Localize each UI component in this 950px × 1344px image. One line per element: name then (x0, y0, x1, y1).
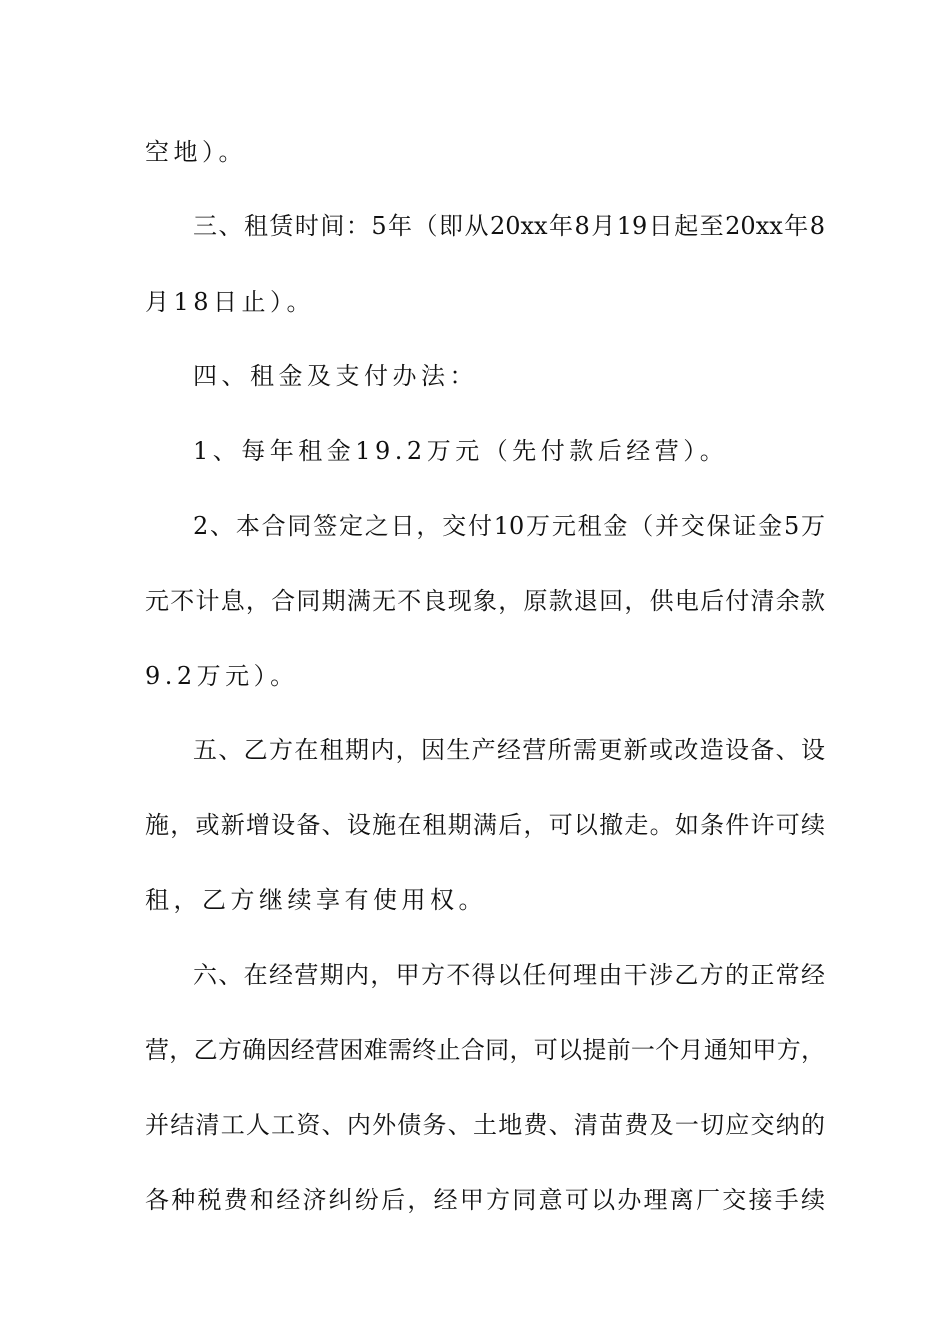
text-line: 营，乙方确因经营困难需终止合同，可以提前一个月通知甲方， (145, 1036, 825, 1064)
clause-4-item-2: 2、本合同签定之日，交付10万元租金（并交保证金5万 (193, 512, 825, 540)
text-line: 各种税费和经济纠纷后，经甲方同意可以办理离厂交接手续 (145, 1186, 825, 1214)
text-line: 空地）。 (145, 138, 247, 166)
clause-5-heading: 五、乙方在租期内，因生产经营所需更新或改造设备、设 (193, 736, 825, 764)
text-line: 施，或新增设备、设施在租期满后，可以撤走。如条件许可续 (145, 811, 825, 839)
text-line: 并结清工人工资、内外债务、土地费、清苗费及一切应交纳的 (145, 1111, 825, 1139)
clause-3-heading: 三、租赁时间：5年（即从20xx年8月19日起至20xx年8 (193, 212, 825, 240)
clause-6-heading: 六、在经营期内，甲方不得以任何理由干涉乙方的正常经 (193, 961, 825, 989)
text-line: 月18日止）。 (145, 288, 316, 316)
clause-4-item-1: 1、每年租金19.2万元（先付款后经营）。 (193, 437, 729, 465)
text-line: 元不计息，合同期满无不良现象，原款退回，供电后付清余款 (145, 587, 825, 615)
clause-4-heading: 四、租金及支付办法： (193, 362, 478, 390)
text-line: 9.2万元）。 (145, 662, 299, 690)
text-line: 租，乙方继续享有使用权。 (145, 886, 487, 914)
